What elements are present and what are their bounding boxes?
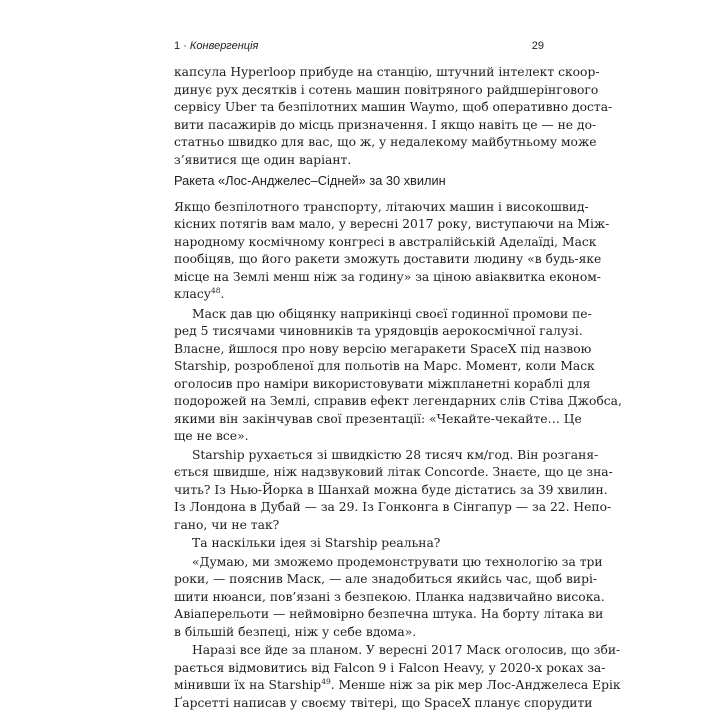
para1-line: статньо швидко для вас, що ж, у недалекому майбутньому може	[174, 135, 597, 150]
para3-line: Власне, йшлося про нову версію мегаракети SpaceX під назвою	[174, 341, 592, 356]
para1-line: з’явитися ще один варіант.	[174, 152, 352, 167]
para7-line	[174, 676, 621, 695]
book-page	[174, 0, 622, 720]
para4-line: Із Лондона в Дубай — за 29. Із Гонконга в Сінгапур — за 22. Непо-	[174, 500, 612, 515]
chapter-number: 1	[174, 40, 181, 52]
footnote-ref-48: 48	[210, 286, 221, 295]
para3-line: ще не все».	[174, 429, 249, 444]
footnote-ref-49: 49	[321, 676, 331, 686]
para7-line: рається відмовитись від Falcon 9 і Falcon Heavy, у 2020-х роках за-	[174, 660, 606, 675]
para6-line: роки, — пояснив Маск, — але знадобиться якийсь час, щоб вирі-	[174, 572, 598, 586]
section-heading: Ракета «Лос-Анджелес–Сідней» за 30 хвилин	[174, 172, 446, 188]
para3-line: ред 5 тисячами чиновників та урядовців аерокосмічної галузі.	[174, 324, 583, 338]
para2-line: народному космічному конгресі в австралійській Аделаїді, Маск	[174, 234, 597, 249]
para6-line: Авіаперельоти — неймовірно безпечна штука. На борту літака ви	[174, 607, 604, 621]
running-head	[174, 40, 544, 56]
para6-line: «Думаю, ми зможемо продемонструвати цю технологію за три	[192, 554, 603, 569]
chapter-title: Конвергенція	[189, 40, 259, 52]
para3-line: якими він закінчував свої презентації: «Чекайте-чекайте… Це	[174, 411, 582, 426]
para7-line3-end: . Менше ніж за рік мер Лос-Анджелеса Ерік	[330, 678, 621, 692]
para2-line: класу$^{48}$.	[174, 286, 225, 302]
para7-line: Наразі все йде за планом. У вересні 2017 Маск оголосив, що зби-	[192, 642, 621, 657]
page-number: 29	[531, 40, 544, 52]
para1-line: капсула Hyperloop прибуде на станцію, штучний інтелект скоор-	[174, 65, 600, 79]
para3-line: Starship, розробленої для польотів на Марс. Момент, коли Маск	[174, 359, 595, 373]
para7-line3-start: мінивши їх на Starship	[174, 678, 322, 692]
chapter-separator: ·	[183, 40, 187, 52]
para4-line: чить? Із Нью-Йорка в Шанхай можна буде дістатись за 39 хвилин.	[174, 482, 608, 497]
para3-line: Маск дав цю обіцянку наприкінці своєї годинної промови пе-	[192, 306, 592, 321]
para6-line: шити нюанси, пов’язані з безпекою. Планка надзвичайно висока.	[174, 589, 605, 604]
para4-line: ється швидше, ніж надзвуковий літак Concorde. Знаєте, що це зна-	[174, 465, 613, 479]
para1-line: динує рух десятків і сотень машин повітряного райдшерінгового	[174, 82, 599, 97]
para1-line: вити пасажирів до місць призначення. І якщо навіть це — не до-	[174, 117, 597, 132]
para4-line: гано, чи не так?	[174, 517, 280, 532]
para2-line: місце на Землі менш ніж за годину» за ціною авіаквитка економ-	[174, 269, 601, 284]
para4-line: Starship рухається зі швидкістю 28 тисяч км/год. Він розганя-	[192, 447, 599, 462]
chapter-label	[174, 40, 258, 52]
para2-last-text: класу	[174, 287, 211, 302]
para3-line: оголосив про наміри використовувати міжпланетні кораблі для	[174, 376, 591, 391]
para2-line: пообіцяв, що його ракети зможуть доставити людину «в будь-яке	[174, 252, 602, 267]
para7-line: Ґарсетті написав у своєму твітері, що SpaceX планує спорудити	[174, 695, 593, 710]
para2-line: кісних потягів вам мало, у вересні 2017 року, виступаючи на Між-	[174, 217, 610, 232]
para1-line: сервісу Uber та безпілотних машин Waymo, щоб оперативно доста-	[174, 100, 613, 114]
para5-line: Та наскільки ідея зі Starship реальна?	[192, 536, 441, 550]
para2-line: Якщо безпілотного транспорту, літаючих машин і високошвид-	[174, 199, 589, 214]
para6-line: в більшій безпеці, ніж у себе вдома».	[174, 624, 417, 639]
para3-line: подорожей на Землі, справив ефект легендарних слів Стіва Джобса,	[174, 394, 622, 409]
